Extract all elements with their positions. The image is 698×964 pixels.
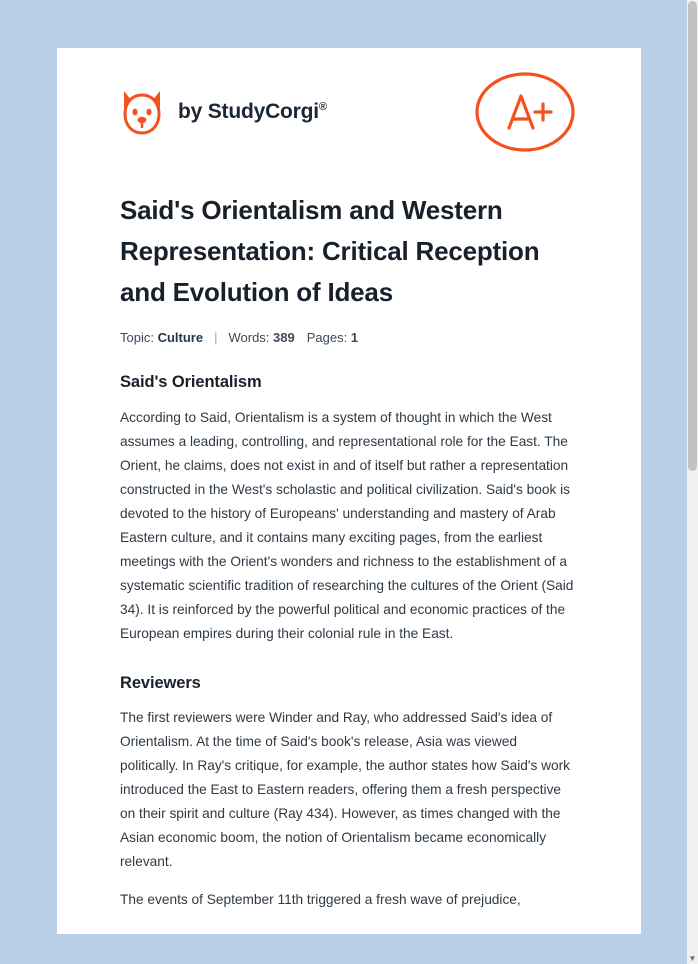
a-plus-circle-icon — [473, 70, 578, 154]
section-heading-orientalism: Said's Orientalism — [120, 373, 262, 391]
document-meta — [120, 330, 578, 345]
topic-value[interactable]: Culture — [157, 330, 204, 345]
section-paragraph: According to Said, Orientalism is a system of thought in which the West assumes a leading, controlling, and representational role for the East. The Orient, he claims, does not exist in and of itself but rather a representation constructed in the West's scholastic and political civilization. Said's book is devoted to the history of Europeans' understanding and mastery of Arab Eastern culture, and it contains many exciting pages, from the earliest meetings with the Orient's wonders and richness to the establishment of a systematic scientific tradition of researching the cultures of the Orient (Said 34). It is reinforced by the powerful political and economic practices of the European empires during their colonial rule in the East. — [120, 410, 574, 641]
registered-mark: ® — [318, 101, 327, 113]
section-heading-reviewers: Reviewers — [120, 674, 201, 692]
words-label: Words: — [228, 330, 270, 345]
topic-label: Topic: — [120, 330, 154, 345]
brand-title: StudyCorgi — [207, 100, 319, 123]
corgi-logo-icon — [120, 87, 164, 137]
scrollbar-thumb[interactable] — [688, 1, 697, 471]
section-paragraph: The events of September 11th triggered a fresh wave of prejudice, — [120, 892, 521, 907]
words-value: 389 — [273, 330, 295, 345]
brand-logo[interactable] — [120, 87, 327, 137]
brand-by-label: by — [178, 100, 203, 123]
meta-divider: | — [214, 330, 218, 345]
document-page — [57, 48, 641, 934]
pages-value: 1 — [350, 330, 359, 345]
pages-label: Pages: — [306, 330, 348, 345]
vertical-scrollbar[interactable] — [687, 0, 698, 964]
section-paragraph: The first reviewers were Winder and Ray, who addressed Said's idea of Orientalism. At the time of Said's book's release, Asia was viewed politically. In Ray's critique, for example, the author states how Said's work introduced the East to Eastern readers, offering them a fresh perspective on their spirit and culture (Ray 434). However, as times changed with the Asian economic boom, the notion of Orientalism became economically relevant. — [120, 710, 571, 869]
document-header — [120, 48, 578, 154]
scroll-down-arrow-icon[interactable]: ▼ — [688, 954, 697, 963]
brand-name — [178, 100, 327, 124]
page-title: Said's Orientalism and Western Representation: Critical Reception and Evolution of Ideas — [120, 195, 540, 307]
